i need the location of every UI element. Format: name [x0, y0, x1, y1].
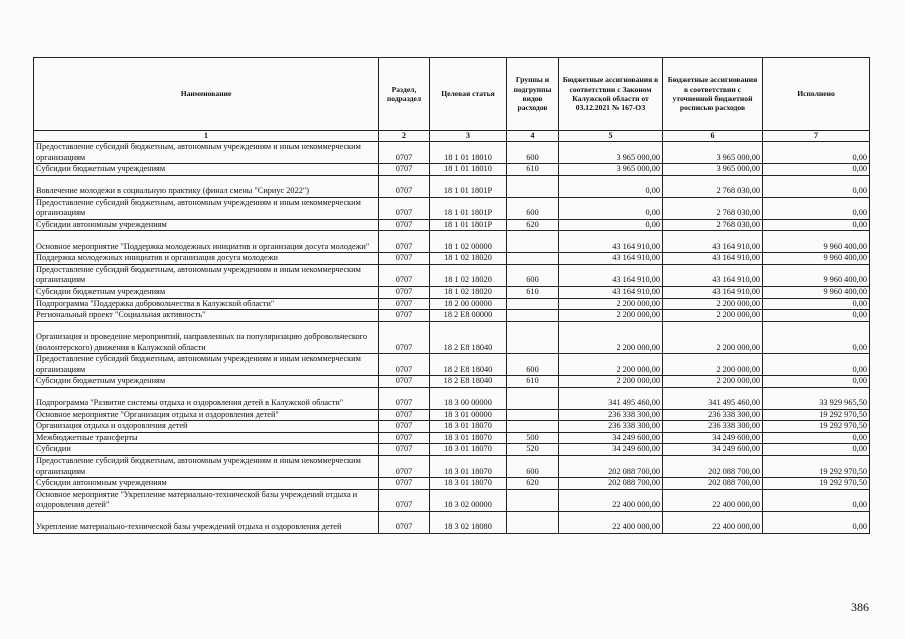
- row-group: 520: [507, 444, 559, 456]
- row-law-amount: 202 088 700,00: [559, 478, 663, 490]
- row-law-amount: 236 338 300,00: [559, 421, 663, 433]
- row-section: 0707: [379, 321, 430, 353]
- row-law-amount: 2 200 000,00: [559, 310, 663, 322]
- column-number: 5: [559, 131, 663, 142]
- row-executed-amount: 0,00: [763, 175, 870, 197]
- row-name: Региональный проект "Социальная активность": [34, 310, 379, 322]
- row-section: 0707: [379, 387, 430, 409]
- row-refined-amount: 236 338 300,00: [663, 421, 763, 433]
- row-refined-amount: 34 249 600,00: [663, 432, 763, 444]
- row-executed-amount: 19 292 970,50: [763, 478, 870, 490]
- row-group: 610: [507, 376, 559, 388]
- row-law-amount: 3 965 000,00: [559, 164, 663, 176]
- table-row: [34, 478, 870, 490]
- row-executed-amount: 0,00: [763, 321, 870, 353]
- row-law-amount: 43 164 910,00: [559, 253, 663, 265]
- table-row: [34, 421, 870, 433]
- row-refined-amount: 43 164 910,00: [663, 231, 763, 253]
- row-executed-amount: 0,00: [763, 310, 870, 322]
- row-group: 620: [507, 219, 559, 231]
- row-section: 0707: [379, 478, 430, 490]
- row-refined-amount: 22 400 000,00: [663, 512, 763, 534]
- row-executed-amount: 0,00: [763, 354, 870, 376]
- column-number: 7: [763, 131, 870, 142]
- row-name: Основное мероприятие "Поддержка молодежных инициатив и организация досуга молодежи": [34, 231, 379, 253]
- row-refined-amount: 202 088 700,00: [663, 478, 763, 490]
- row-refined-amount: 3 965 000,00: [663, 164, 763, 176]
- table-row: [34, 376, 870, 388]
- row-executed-amount: 9 960 400,00: [763, 264, 870, 286]
- row-section: 0707: [379, 409, 430, 421]
- row-refined-amount: 2 200 000,00: [663, 310, 763, 322]
- row-target: 18 2 E8 18040: [430, 354, 507, 376]
- row-executed-amount: 0,00: [763, 219, 870, 231]
- row-name: Укрепление материально-технической базы учреждений отдыха и оздоровления детей: [34, 512, 379, 534]
- row-refined-amount: 43 164 910,00: [663, 286, 763, 298]
- row-name: Подпрограмма "Поддержка добровольчества в Калужской области": [34, 298, 379, 310]
- row-section: 0707: [379, 432, 430, 444]
- row-target: 18 3 02 00000: [430, 489, 507, 511]
- header-law: Бюджетные ассигнования в соответствии с Законом Калужской области от 03.12.2021 № 167-ОЗ: [559, 58, 663, 131]
- row-group: [507, 321, 559, 353]
- row-target: 18 1 02 18020: [430, 253, 507, 265]
- row-executed-amount: 0,00: [763, 512, 870, 534]
- row-executed-amount: 19 292 970,50: [763, 456, 870, 478]
- row-target: 18 1 01 18010: [430, 164, 507, 176]
- row-executed-amount: 0,00: [763, 164, 870, 176]
- row-law-amount: 2 200 000,00: [559, 354, 663, 376]
- table-row: [34, 444, 870, 456]
- table-row: [34, 310, 870, 322]
- row-group: 610: [507, 286, 559, 298]
- row-refined-amount: 236 338 300,00: [663, 409, 763, 421]
- table-row: [34, 432, 870, 444]
- row-section: 0707: [379, 142, 430, 164]
- row-target: 18 3 01 18070: [430, 456, 507, 478]
- header-row: [34, 58, 870, 131]
- row-refined-amount: 2 200 000,00: [663, 376, 763, 388]
- row-target: 18 2 E8 00000: [430, 310, 507, 322]
- row-executed-amount: 0,00: [763, 432, 870, 444]
- row-target: 18 3 00 00000: [430, 387, 507, 409]
- row-group: [507, 253, 559, 265]
- table-row: [34, 489, 870, 511]
- row-refined-amount: 43 164 910,00: [663, 264, 763, 286]
- table-row: [34, 197, 870, 219]
- row-executed-amount: 0,00: [763, 142, 870, 164]
- row-refined-amount: 2 200 000,00: [663, 354, 763, 376]
- row-law-amount: 341 495 460,00: [559, 387, 663, 409]
- row-law-amount: 202 088 700,00: [559, 456, 663, 478]
- row-law-amount: 34 249 600,00: [559, 444, 663, 456]
- row-law-amount: 0,00: [559, 219, 663, 231]
- row-section: 0707: [379, 489, 430, 511]
- column-number: 6: [663, 131, 763, 142]
- row-executed-amount: 0,00: [763, 444, 870, 456]
- row-name: Подпрограмма "Развитие системы отдыха и оздоровления детей в Калужской области": [34, 387, 379, 409]
- row-name: Вовлечение молодежи в социальную практику (финал смены "Сириус 2022"): [34, 175, 379, 197]
- table-row: [34, 142, 870, 164]
- column-number-row: [34, 131, 870, 142]
- header-section: Раздел, подраздел: [379, 58, 430, 131]
- row-refined-amount: 2 768 030,00: [663, 219, 763, 231]
- row-refined-amount: 2 768 030,00: [663, 175, 763, 197]
- row-name: Субсидии: [34, 444, 379, 456]
- header-name: Наименование: [34, 58, 379, 131]
- row-group: 600: [507, 264, 559, 286]
- row-executed-amount: 0,00: [763, 298, 870, 310]
- row-law-amount: 22 400 000,00: [559, 489, 663, 511]
- table-body: [34, 142, 870, 534]
- row-target: 18 2 E8 18040: [430, 376, 507, 388]
- row-section: 0707: [379, 253, 430, 265]
- table-row: [34, 231, 870, 253]
- row-name: Субсидии бюджетным учреждениям: [34, 376, 379, 388]
- row-section: 0707: [379, 512, 430, 534]
- row-law-amount: 34 249 600,00: [559, 432, 663, 444]
- row-section: 0707: [379, 286, 430, 298]
- row-section: 0707: [379, 310, 430, 322]
- row-refined-amount: 43 164 910,00: [663, 253, 763, 265]
- row-name: Поддержка молодежных инициатив и организация досуга молодежи: [34, 253, 379, 265]
- table-row: [34, 456, 870, 478]
- row-section: 0707: [379, 164, 430, 176]
- row-name: Организация и проведение мероприятий, направленных на популяризацию добровольческого (волонтерского) движения в Калужской области: [34, 321, 379, 353]
- row-law-amount: 43 164 910,00: [559, 231, 663, 253]
- column-number: 4: [507, 131, 559, 142]
- row-group: [507, 231, 559, 253]
- row-group: 600: [507, 456, 559, 478]
- row-target: 18 1 02 00000: [430, 231, 507, 253]
- row-name: Субсидии автономным учреждениям: [34, 478, 379, 490]
- row-target: 18 3 01 18070: [430, 421, 507, 433]
- row-section: 0707: [379, 175, 430, 197]
- row-section: 0707: [379, 231, 430, 253]
- row-group: 600: [507, 354, 559, 376]
- row-group: 500: [507, 432, 559, 444]
- row-executed-amount: 0,00: [763, 376, 870, 388]
- row-executed-amount: 0,00: [763, 197, 870, 219]
- row-law-amount: 2 200 000,00: [559, 376, 663, 388]
- row-section: 0707: [379, 456, 430, 478]
- table-row: [34, 512, 870, 534]
- row-executed-amount: 33 929 965,50: [763, 387, 870, 409]
- row-law-amount: 22 400 000,00: [559, 512, 663, 534]
- row-executed-amount: 0,00: [763, 489, 870, 511]
- row-group: [507, 298, 559, 310]
- row-group: 600: [507, 142, 559, 164]
- row-refined-amount: 2 768 030,00: [663, 197, 763, 219]
- row-group: [507, 387, 559, 409]
- row-target: 18 2 E8 18040: [430, 321, 507, 353]
- column-number: 3: [430, 131, 507, 142]
- row-law-amount: 2 200 000,00: [559, 298, 663, 310]
- row-executed-amount: 9 960 400,00: [763, 231, 870, 253]
- row-refined-amount: 2 200 000,00: [663, 321, 763, 353]
- table-row: [34, 219, 870, 231]
- row-group: 610: [507, 164, 559, 176]
- row-name: Предоставление субсидий бюджетным, автономным учреждениям и иным некоммерческим организациям: [34, 456, 379, 478]
- header-target: Целевая статья: [430, 58, 507, 131]
- row-group: [507, 512, 559, 534]
- row-section: 0707: [379, 444, 430, 456]
- header-group: Группы и подгруппы видов расходов: [507, 58, 559, 131]
- row-target: 18 1 01 18010: [430, 142, 507, 164]
- row-section: 0707: [379, 421, 430, 433]
- table-row: [34, 175, 870, 197]
- table-row: [34, 264, 870, 286]
- row-law-amount: 2 200 000,00: [559, 321, 663, 353]
- row-law-amount: 0,00: [559, 197, 663, 219]
- row-executed-amount: 19 292 970,50: [763, 409, 870, 421]
- row-name: Предоставление субсидий бюджетным, автономным учреждениям и иным некоммерческим организациям: [34, 142, 379, 164]
- row-executed-amount: 9 960 400,00: [763, 286, 870, 298]
- row-target: 18 3 01 18070: [430, 478, 507, 490]
- row-refined-amount: 341 495 460,00: [663, 387, 763, 409]
- row-section: 0707: [379, 298, 430, 310]
- row-section: 0707: [379, 264, 430, 286]
- row-executed-amount: 9 960 400,00: [763, 253, 870, 265]
- table-row: [34, 164, 870, 176]
- row-target: 18 1 02 18020: [430, 264, 507, 286]
- table-row: [34, 409, 870, 421]
- row-section: 0707: [379, 197, 430, 219]
- header-refined: Бюджетные ассигнования в соответствии с уточненной бюджетной росписью расходов: [663, 58, 763, 131]
- row-refined-amount: 202 088 700,00: [663, 456, 763, 478]
- row-group: 620: [507, 478, 559, 490]
- row-target: 18 1 01 1801P: [430, 175, 507, 197]
- row-name: Межбюджетные трансферты: [34, 432, 379, 444]
- row-group: [507, 421, 559, 433]
- table-row: [34, 321, 870, 353]
- row-group: [507, 409, 559, 421]
- row-refined-amount: 3 965 000,00: [663, 142, 763, 164]
- row-target: 18 3 01 18070: [430, 444, 507, 456]
- table-row: [34, 298, 870, 310]
- page-number: 386: [851, 600, 869, 614]
- row-section: 0707: [379, 219, 430, 231]
- row-name: Субсидии бюджетным учреждениям: [34, 164, 379, 176]
- row-law-amount: 43 164 910,00: [559, 264, 663, 286]
- row-law-amount: 3 965 000,00: [559, 142, 663, 164]
- row-target: 18 2 00 00000: [430, 298, 507, 310]
- row-section: 0707: [379, 354, 430, 376]
- table-row: [34, 387, 870, 409]
- table-row: [34, 253, 870, 265]
- row-group: [507, 489, 559, 511]
- row-name: Основное мероприятие "Организация отдыха и оздоровления детей": [34, 409, 379, 421]
- row-law-amount: 43 164 910,00: [559, 286, 663, 298]
- row-group: [507, 175, 559, 197]
- row-law-amount: 0,00: [559, 175, 663, 197]
- budget-table: [33, 57, 870, 534]
- row-target: 18 1 01 1801P: [430, 219, 507, 231]
- row-name: Предоставление субсидий бюджетным, автономным учреждениям и иным некоммерческим организациям: [34, 354, 379, 376]
- column-number: 2: [379, 131, 430, 142]
- row-target: 18 3 01 18070: [430, 432, 507, 444]
- row-target: 18 3 01 00000: [430, 409, 507, 421]
- row-refined-amount: 2 200 000,00: [663, 298, 763, 310]
- row-target: 18 1 01 1801P: [430, 197, 507, 219]
- row-name: Субсидии бюджетным учреждениям: [34, 286, 379, 298]
- row-refined-amount: 34 249 600,00: [663, 444, 763, 456]
- row-group: 600: [507, 197, 559, 219]
- table-row: [34, 286, 870, 298]
- row-group: [507, 310, 559, 322]
- header-executed: Исполнено: [763, 58, 870, 131]
- row-section: 0707: [379, 376, 430, 388]
- row-name: Организация отдыха и оздоровления детей: [34, 421, 379, 433]
- row-name: Предоставление субсидий бюджетным, автономным учреждениям и иным некоммерческим организациям: [34, 264, 379, 286]
- row-name: Основное мероприятие "Укрепление материально-технической базы учреждений отдыха и оздоровления детей": [34, 489, 379, 511]
- row-executed-amount: 19 292 970,50: [763, 421, 870, 433]
- column-number: 1: [34, 131, 379, 142]
- row-refined-amount: 22 400 000,00: [663, 489, 763, 511]
- row-target: 18 1 02 18020: [430, 286, 507, 298]
- row-law-amount: 236 338 300,00: [559, 409, 663, 421]
- row-name: Субсидии автономным учреждениям: [34, 219, 379, 231]
- row-target: 18 3 02 18080: [430, 512, 507, 534]
- row-name: Предоставление субсидий бюджетным, автономным учреждениям и иным некоммерческим организациям: [34, 197, 379, 219]
- table-row: [34, 354, 870, 376]
